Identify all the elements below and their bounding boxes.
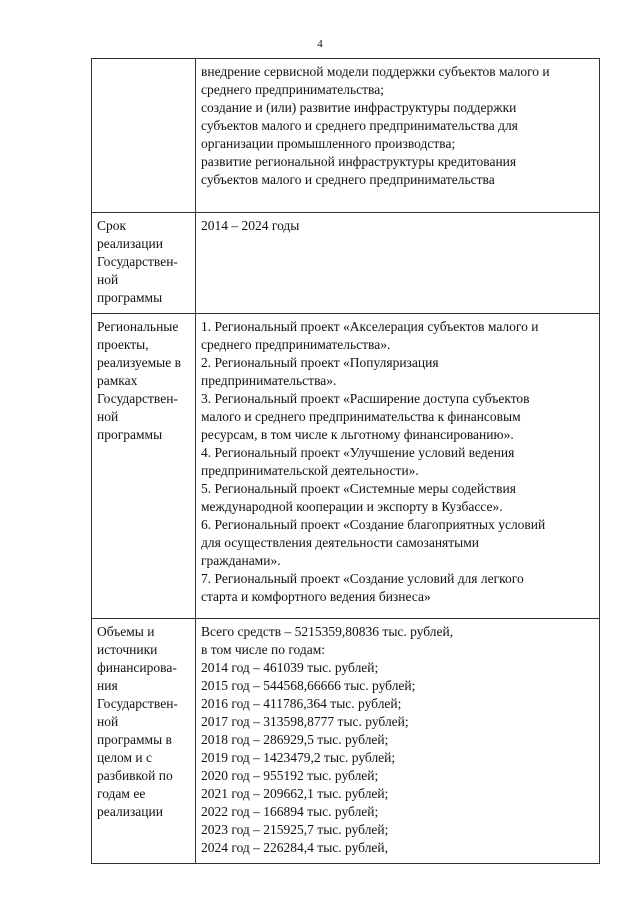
text-line: 2022 год – 166894 тыс. рублей; bbox=[201, 804, 379, 819]
text-line: Всего средств – 5215359,80836 тыс. рублей, bbox=[201, 624, 454, 639]
table-row-goals-continued bbox=[92, 59, 600, 213]
goals-continued-cell bbox=[196, 59, 600, 213]
label-line: Государствен- bbox=[97, 696, 178, 711]
text-line: 2016 год – 411786,364 тыс. рублей; bbox=[201, 696, 402, 711]
text-line: ресурсам, в том числе к льготному финансированию». bbox=[201, 427, 514, 442]
text-line: старта и комфортного ведения бизнеса» bbox=[201, 589, 431, 604]
row-label-regional-projects bbox=[92, 314, 196, 619]
program-passport-table bbox=[91, 58, 600, 864]
text-line: 6. Региональный проект «Создание благоприятных условий bbox=[201, 517, 546, 532]
label-line: Объемы и bbox=[97, 624, 155, 639]
text-line: международной кооперации и экспорту в Кузбассе». bbox=[201, 499, 503, 514]
text-line: в том числе по годам: bbox=[201, 642, 326, 657]
row-label-cell bbox=[92, 59, 196, 213]
text-line: 2024 год – 226284,4 тыс. рублей, bbox=[201, 840, 389, 855]
label-line: реализации bbox=[97, 804, 163, 819]
text-line: для осуществления деятельности самозанятыми bbox=[201, 535, 480, 550]
regional-projects-cell bbox=[196, 314, 600, 619]
label-line: ния bbox=[97, 678, 118, 693]
label-line: целом и с bbox=[97, 750, 152, 765]
text-line: предпринимательства». bbox=[201, 373, 337, 388]
row-label-funding bbox=[92, 619, 196, 864]
label-line: Государствен- bbox=[97, 254, 178, 269]
label-line: ной bbox=[97, 272, 119, 287]
label-line: программы bbox=[97, 427, 163, 442]
text-line: 2017 год – 313598,8777 тыс. рублей; bbox=[201, 714, 409, 729]
label-line: Региональные bbox=[97, 319, 179, 334]
text-line: создание и (или) развитие инфраструктуры поддержки bbox=[201, 100, 517, 115]
table-row-funding bbox=[92, 619, 600, 864]
text-line: 2018 год – 286929,5 тыс. рублей; bbox=[201, 732, 389, 747]
text-line: среднего предпринимательства; bbox=[201, 82, 384, 97]
text-line: 2014 – 2024 годы bbox=[201, 218, 300, 233]
label-line: разбивкой по bbox=[97, 768, 173, 783]
text-line: малого и среднего предпринимательства к финансовым bbox=[201, 409, 521, 424]
label-line: финансирова- bbox=[97, 660, 177, 675]
label-line: реализации bbox=[97, 236, 163, 251]
text-line: 2. Региональный проект «Популяризация bbox=[201, 355, 439, 370]
text-line: организации промышленного производства; bbox=[201, 136, 456, 151]
label-line: ной bbox=[97, 409, 119, 424]
row-label-term bbox=[92, 213, 196, 314]
label-line: рамках bbox=[97, 373, 138, 388]
table-row-term bbox=[92, 213, 600, 314]
text-line: 2021 год – 209662,1 тыс. рублей; bbox=[201, 786, 389, 801]
text-line: среднего предпринимательства». bbox=[201, 337, 391, 352]
term-value-cell bbox=[196, 213, 600, 314]
text-line: субъектов малого и среднего предпринимательства bbox=[201, 172, 495, 187]
text-line: предпринимательской деятельности». bbox=[201, 463, 419, 478]
text-line: 1. Региональный проект «Акселерация субъектов малого и bbox=[201, 319, 539, 334]
text-line: 2019 год – 1423479,2 тыс. рублей; bbox=[201, 750, 396, 765]
label-line: проекты, bbox=[97, 337, 149, 352]
text-line: гражданами». bbox=[201, 553, 281, 568]
label-line: реализуемые в bbox=[97, 355, 181, 370]
text-line: 3. Региональный проект «Расширение доступа субъектов bbox=[201, 391, 530, 406]
text-line: 2014 год – 461039 тыс. рублей; bbox=[201, 660, 379, 675]
label-line: программы в bbox=[97, 732, 172, 747]
text-line: 2015 год – 544568,66666 тыс. рублей; bbox=[201, 678, 416, 693]
text-line: 7. Региональный проект «Создание условий для легкого bbox=[201, 571, 524, 586]
label-line: годам ее bbox=[97, 786, 146, 801]
text-line: 4. Региональный проект «Улучшение условий ведения bbox=[201, 445, 515, 460]
page-number: 4 bbox=[317, 38, 323, 50]
text-line: 2023 год – 215925,7 тыс. рублей; bbox=[201, 822, 389, 837]
table-row-regional-projects bbox=[92, 314, 600, 619]
text-line: субъектов малого и среднего предпринимательства для bbox=[201, 118, 518, 133]
label-line: Срок bbox=[97, 218, 127, 233]
funding-cell bbox=[196, 619, 600, 864]
text-line: развитие региональной инфраструктуры кредитования bbox=[201, 154, 517, 169]
text-line: внедрение сервисной модели поддержки субъектов малого и bbox=[201, 64, 550, 79]
label-line: источники bbox=[97, 642, 158, 657]
label-line: ной bbox=[97, 714, 119, 729]
text-line: 2020 год – 955192 тыс. рублей; bbox=[201, 768, 379, 783]
label-line: программы bbox=[97, 290, 163, 305]
text-line: 5. Региональный проект «Системные меры содействия bbox=[201, 481, 516, 496]
label-line: Государствен- bbox=[97, 391, 178, 406]
